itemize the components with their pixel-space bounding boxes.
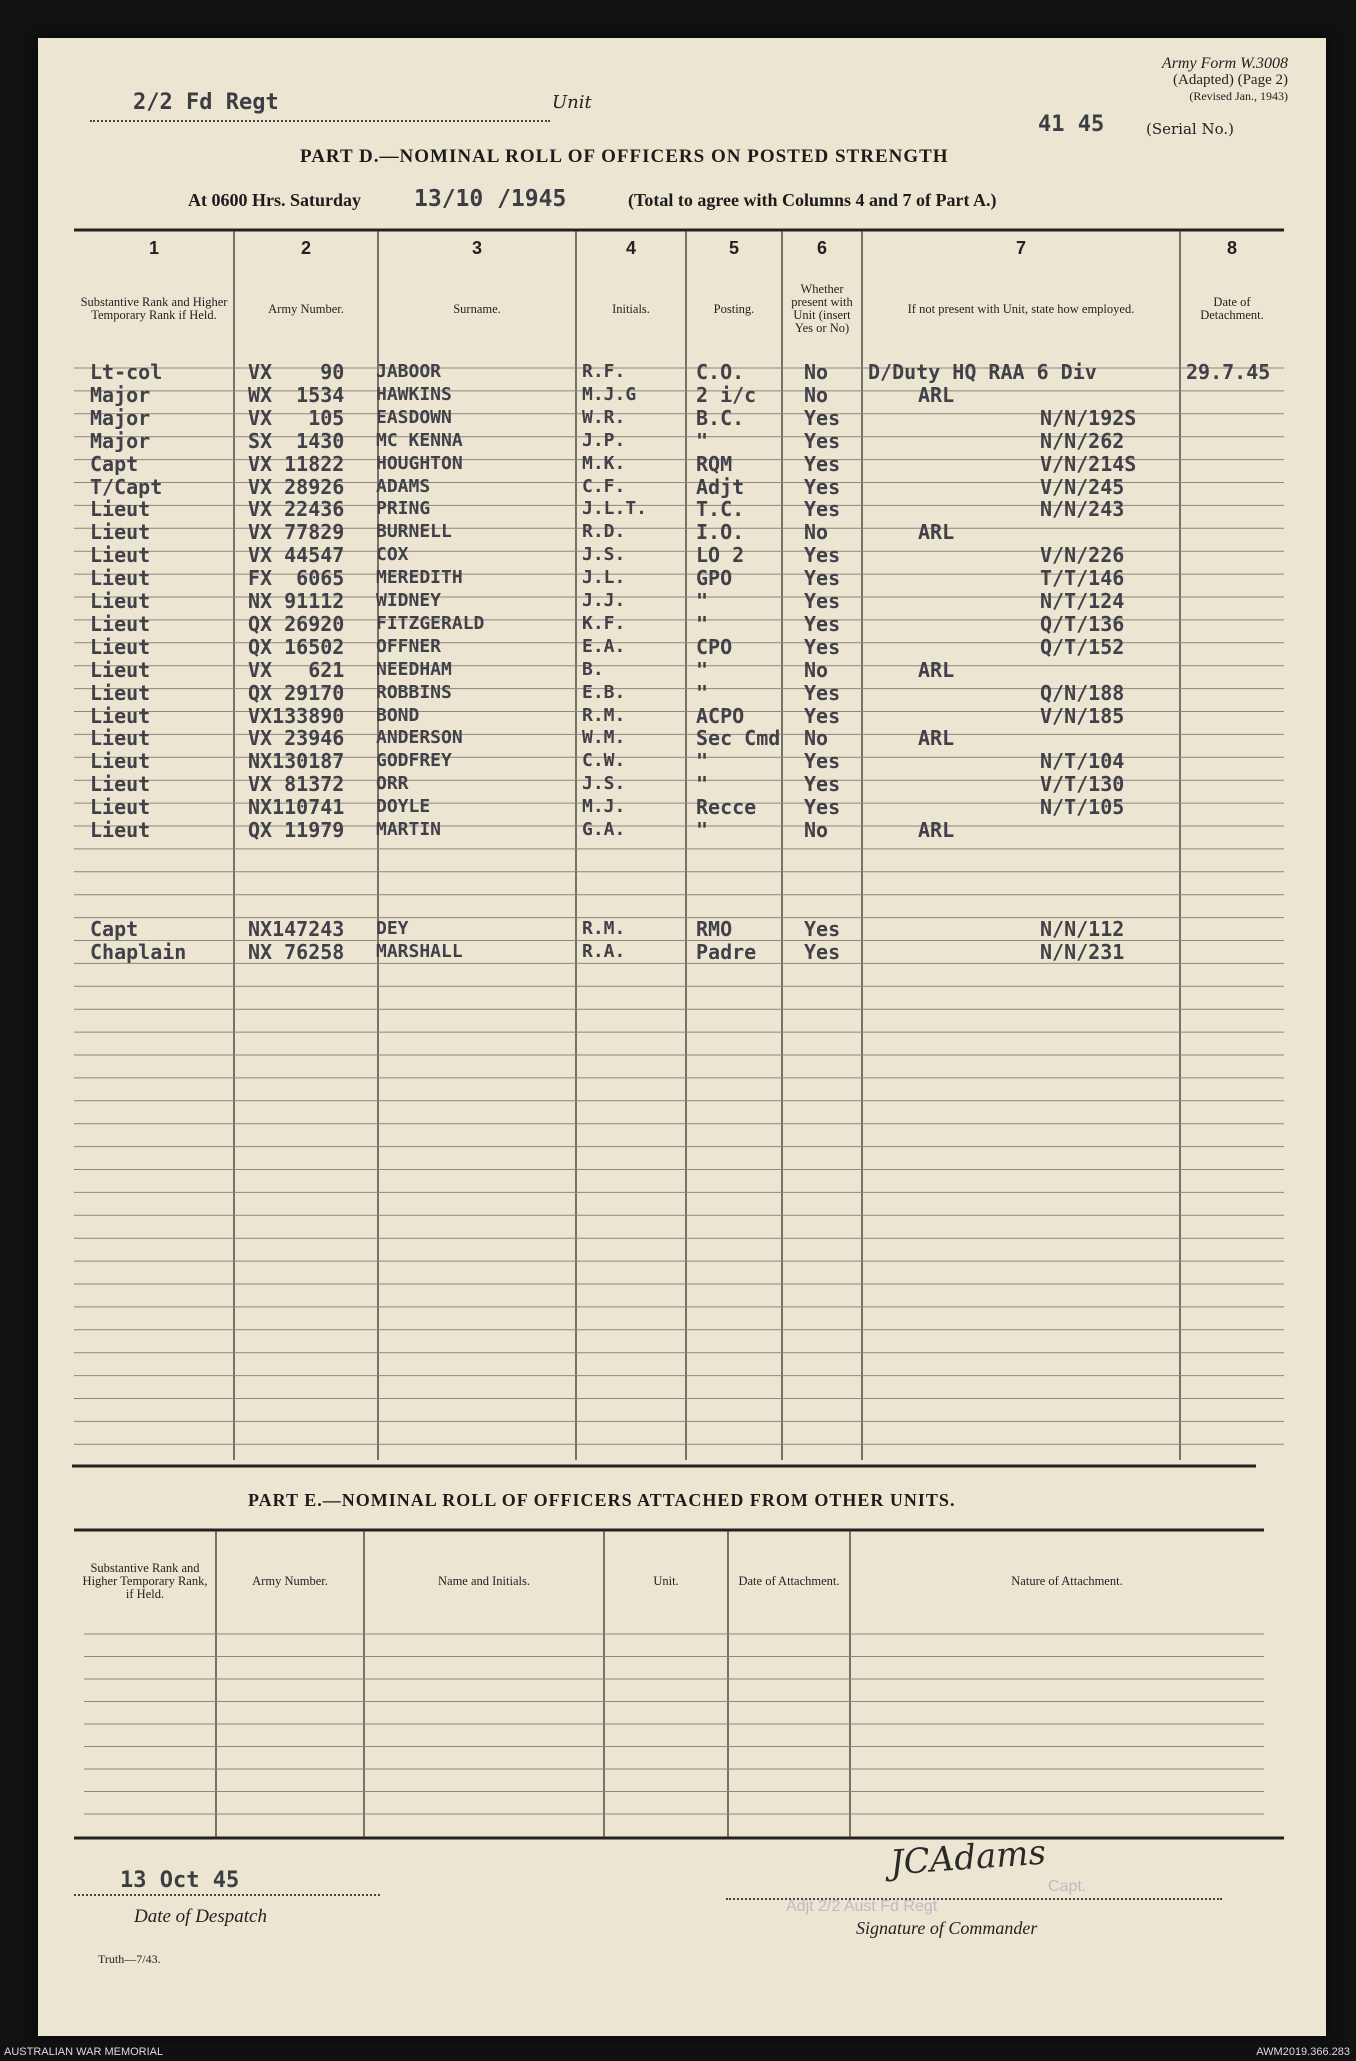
rank-cell: Lieut: [90, 566, 151, 591]
initials-cell: K.F.: [582, 612, 626, 634]
surname-cell: ORR: [376, 773, 409, 795]
employed-cell: N/N/243: [1040, 497, 1125, 522]
surname-cell: COX: [376, 544, 409, 566]
present-cell: No: [804, 520, 829, 545]
employed-cell: N/T/124: [1040, 589, 1125, 613]
present-cell: No: [804, 818, 829, 842]
initials-cell: M.J.G: [582, 383, 637, 405]
rank-cell: Lieut: [90, 795, 151, 820]
present-cell: Yes: [804, 749, 841, 774]
initials-cell: R.M.: [582, 918, 626, 939]
army-number-cell: WX 1534: [248, 382, 345, 407]
surname-cell: ADAMS: [376, 475, 431, 497]
archive-label-left: AUSTRALIAN WAR MEMORIAL: [4, 2046, 164, 2058]
initials-cell: M.J.: [582, 796, 626, 818]
employed-cell: V/N/245: [1040, 474, 1125, 499]
serial-value: 41 45: [1038, 112, 1105, 137]
employed-cell: D/Duty HQ RAA 6 Div: [868, 360, 1097, 384]
army-number-cell: NX130187: [248, 749, 345, 774]
rank-cell: Lieut: [90, 520, 151, 545]
form-revised: (Revised Jan., 1943): [1189, 89, 1288, 103]
posting-cell: ": [696, 818, 709, 842]
surname-cell: MARTIN: [376, 819, 442, 840]
army-number-cell: NX110741: [248, 795, 345, 820]
initials-cell: E.B.: [582, 681, 626, 703]
army-number-cell: QX 16502: [248, 634, 345, 659]
initials-cell: R.F.: [582, 361, 626, 382]
employed-cell: V/N/226: [1040, 543, 1125, 568]
surname-cell: MEREDITH: [376, 567, 463, 589]
posting-cell: Padre: [696, 939, 757, 964]
despatch-date: 13 Oct 45: [120, 1868, 240, 1893]
rank-cell: Major: [90, 405, 151, 430]
surname-cell: ROBBINS: [376, 681, 452, 703]
employed-cell: V/T/130: [1040, 772, 1125, 797]
part-d-column-number: 1: [148, 238, 159, 258]
part-d-column-header: Substantive Rank and Higher Temporary Rank if Held.: [80, 295, 228, 322]
initials-cell: J.S.: [582, 773, 626, 795]
surname-cell: EASDOWN: [376, 406, 452, 428]
rank-cell: Lieut: [90, 680, 151, 705]
part-d-column-header: Posting.: [713, 301, 755, 316]
employed-cell: ARL: [918, 657, 955, 682]
initials-cell: J.L.T.: [582, 498, 648, 520]
rank-cell: Lieut: [90, 657, 151, 682]
posting-cell: Recce: [696, 795, 757, 820]
initials-cell: W.R.: [582, 406, 626, 428]
employed-cell: Q/N/188: [1040, 680, 1125, 705]
part-e-column-header: Unit.: [653, 1573, 679, 1588]
army-number-cell: VX 90: [248, 360, 345, 384]
rank-cell: Major: [90, 428, 151, 453]
present-cell: No: [804, 726, 829, 751]
employed-cell: Q/T/136: [1040, 611, 1125, 636]
employed-cell: N/T/104: [1040, 749, 1125, 774]
employed-cell: N/N/192S: [1040, 405, 1137, 430]
initials-cell: B.: [582, 658, 604, 680]
present-cell: No: [804, 360, 829, 384]
initials-cell: E.A.: [582, 635, 626, 657]
rank-cell: Lieut: [90, 611, 151, 636]
rank-cell: Capt: [90, 451, 139, 476]
surname-cell: NEEDHAM: [376, 658, 452, 680]
present-cell: Yes: [804, 566, 841, 591]
present-cell: Yes: [804, 428, 841, 453]
rank-cell: Lieut: [90, 634, 151, 659]
posting-cell: 2 i/c: [696, 382, 757, 407]
present-cell: Yes: [804, 589, 841, 613]
posting-cell: ": [696, 680, 709, 705]
initials-cell: R.A.: [582, 940, 626, 962]
army-number-cell: VX133890: [248, 703, 345, 728]
initials-cell: R.D.: [582, 521, 626, 543]
surname-cell: FITZGERALD: [376, 612, 485, 634]
rank-cell: Lieut: [90, 772, 151, 797]
form-page: [38, 38, 1326, 2036]
present-cell: Yes: [804, 703, 841, 728]
employed-cell: N/N/112: [1040, 917, 1125, 941]
present-cell: No: [804, 657, 829, 682]
part-e-column-header: Substantive Rank and Higher Temporary Rank, if Held.: [82, 1560, 208, 1601]
surname-cell: JABOOR: [376, 361, 442, 382]
army-number-cell: VX 11822: [248, 451, 345, 476]
army-number-cell: VX 28926: [248, 474, 345, 499]
employed-cell: T/T/146: [1040, 566, 1125, 591]
posting-cell: ": [696, 749, 709, 774]
army-number-cell: NX 91112: [248, 589, 345, 613]
rank-cell: Lieut: [90, 589, 151, 613]
part-e-heading: PART E.—NOMINAL ROLL OF OFFICERS ATTACHED FROM OTHER UNITS.: [248, 1490, 956, 1510]
initials-cell: J.L.: [582, 567, 626, 589]
part-e-column-header: Army Number.: [252, 1573, 328, 1588]
part-d-date: 13/10 /1945: [414, 186, 567, 212]
part-d-column-number: 7: [1015, 238, 1026, 258]
despatch-line: [74, 1890, 380, 1896]
posting-cell: ": [696, 428, 709, 453]
part-d-column-number: 6: [816, 238, 827, 258]
present-cell: Yes: [804, 405, 841, 430]
present-cell: Yes: [804, 543, 841, 568]
present-cell: Yes: [804, 917, 841, 941]
part-d-heading: PART D.—NOMINAL ROLL OF OFFICERS ON POSTED STRENGTH: [300, 146, 949, 167]
initials-cell: R.M.: [582, 704, 626, 726]
initials-cell: C.F.: [582, 475, 626, 497]
surname-cell: DOYLE: [376, 796, 431, 818]
rank-cell: Lieut: [90, 497, 151, 522]
surname-cell: HAWKINS: [376, 383, 452, 405]
rank-cell: Lieut: [90, 703, 151, 728]
army-number-cell: VX 77829: [248, 520, 345, 545]
posting-cell: I.O.: [696, 520, 745, 545]
despatch-label: Date of Despatch: [134, 1906, 267, 1927]
posting-cell: C.O.: [696, 360, 745, 384]
unit-label: Unit: [552, 92, 592, 113]
surname-cell: ANDERSON: [376, 727, 463, 749]
surname-cell: GODFREY: [376, 750, 452, 772]
stamp-rank: Capt.: [1048, 1878, 1087, 1895]
army-number-cell: VX 81372: [248, 772, 345, 797]
surname-cell: BOND: [376, 704, 420, 726]
posting-cell: LO 2: [696, 543, 745, 568]
part-d-column-number: 4: [625, 238, 636, 258]
employed-cell: V/N/185: [1040, 703, 1125, 728]
surname-cell: PRING: [376, 498, 431, 520]
part-d-column-header: Date of Detachment.: [1200, 295, 1264, 322]
present-cell: Yes: [804, 680, 841, 705]
posting-cell: T.C.: [696, 497, 745, 522]
posting-cell: ": [696, 611, 709, 636]
surname-cell: BURNELL: [376, 521, 452, 543]
part-d-column-number: 8: [1226, 238, 1237, 258]
surname-cell: WIDNEY: [376, 590, 442, 611]
initials-cell: C.W.: [582, 750, 626, 772]
present-cell: Yes: [804, 497, 841, 522]
rank-cell: Lieut: [90, 726, 151, 751]
archive-label-right: AWM2019.366.283: [1256, 2046, 1350, 2058]
rank-cell: Lieut: [90, 818, 151, 842]
initials-cell: M.K.: [582, 452, 626, 474]
army-number-cell: VX 44547: [248, 543, 345, 568]
present-cell: Yes: [804, 474, 841, 499]
employed-cell: N/N/231: [1040, 939, 1125, 964]
surname-cell: HOUGHTON: [376, 452, 463, 474]
employed-cell: N/T/105: [1040, 795, 1125, 820]
employed-cell: ARL: [918, 818, 955, 842]
detachment-date-cell: 29.7.45: [1186, 360, 1271, 384]
posting-cell: ACPO: [696, 703, 745, 728]
present-cell: Yes: [804, 772, 841, 797]
present-cell: Yes: [804, 634, 841, 659]
part-d-column-header: Surname.: [453, 301, 501, 316]
part-d-column-number: 2: [300, 238, 311, 258]
posting-cell: RQM: [696, 451, 733, 476]
posting-cell: ": [696, 589, 709, 613]
posting-cell: ": [696, 772, 709, 797]
army-number-cell: VX 22436: [248, 497, 345, 522]
unit-value: 2/2 Fd Regt: [133, 90, 279, 115]
initials-cell: J.S.: [582, 544, 626, 566]
form-number: Army Form W.3008: [1161, 55, 1288, 72]
posting-cell: B.C.: [696, 405, 745, 430]
initials-cell: G.A.: [582, 819, 626, 840]
employed-cell: ARL: [918, 382, 955, 407]
army-number-cell: QX 26920: [248, 611, 345, 636]
part-d-column-number: 3: [471, 238, 482, 258]
commander-signature: JCAdams: [888, 1832, 1048, 1884]
surname-cell: DEY: [376, 918, 409, 939]
rank-cell: Lieut: [90, 543, 151, 568]
employed-cell: ARL: [918, 726, 955, 751]
signature-label: Signature of Commander: [856, 1918, 1038, 1938]
army-number-cell: NX147243: [248, 917, 345, 941]
rank-cell: Lieut: [90, 749, 151, 774]
surname-cell: MARSHALL: [376, 940, 463, 962]
initials-cell: J.P.: [582, 429, 626, 451]
army-number-cell: VX 621: [248, 657, 345, 682]
form-adapted: (Adapted) (Page 2): [1173, 72, 1288, 88]
army-number-cell: VX 105: [248, 405, 345, 430]
part-e-column-header: Name and Initials.: [438, 1573, 530, 1588]
part-d-column-header: Initials.: [612, 301, 650, 316]
serial-label: (Serial No.): [1146, 120, 1234, 138]
present-cell: Yes: [804, 451, 841, 476]
rank-cell: Capt: [90, 917, 139, 941]
posting-cell: CPO: [696, 634, 733, 659]
surname-cell: OFFNER: [376, 635, 442, 657]
posting-cell: ": [696, 657, 709, 682]
posting-cell: GPO: [696, 566, 733, 591]
employed-cell: ARL: [918, 520, 955, 545]
present-cell: Yes: [804, 611, 841, 636]
part-d-column-number: 5: [728, 238, 739, 258]
rank-cell: Chaplain: [90, 939, 187, 964]
present-cell: No: [804, 382, 829, 407]
posting-cell: Adjt: [696, 474, 745, 499]
army-number-cell: QX 29170: [248, 680, 345, 705]
part-d-column-header: If not present with Unit, state how employed.: [907, 301, 1135, 316]
present-cell: Yes: [804, 939, 841, 964]
part-e-column-header: Date of Attachment.: [738, 1573, 840, 1588]
stamp-unit: Adjt 2/2 Aust Fd Regt: [786, 1898, 938, 1915]
surname-cell: MC KENNA: [376, 429, 463, 451]
part-d-column-header: Army Number.: [268, 301, 344, 316]
initials-cell: J.J.: [582, 590, 626, 611]
employed-cell: V/N/214S: [1040, 451, 1137, 476]
army-number-cell: QX 11979: [248, 818, 345, 842]
rank-cell: T/Capt: [90, 474, 163, 499]
employed-cell: N/N/262: [1040, 428, 1125, 453]
army-number-cell: SX 1430: [248, 428, 345, 453]
employed-cell: Q/T/152: [1040, 634, 1125, 659]
initials-cell: W.M.: [582, 727, 626, 749]
posting-cell: RMO: [696, 917, 733, 941]
part-d-total-note: (Total to agree with Columns 4 and 7 of Part A.): [628, 190, 997, 210]
posting-cell: Sec Cmd: [696, 726, 781, 751]
army-number-cell: NX 76258: [248, 939, 345, 964]
present-cell: Yes: [804, 795, 841, 820]
army-number-cell: VX 23946: [248, 726, 345, 751]
part-d-column-header: Whether present with Unit (insert Yes or No): [791, 282, 853, 335]
rank-cell: Lt-col: [90, 360, 163, 384]
rank-cell: Major: [90, 382, 151, 407]
army-number-cell: FX 6065: [248, 566, 345, 591]
printer-mark: Truth—7/43.: [98, 1952, 161, 1966]
part-e-column-header: Nature of Attachment.: [1011, 1573, 1123, 1588]
part-d-at-label: At 0600 Hrs. Saturday: [188, 190, 362, 210]
